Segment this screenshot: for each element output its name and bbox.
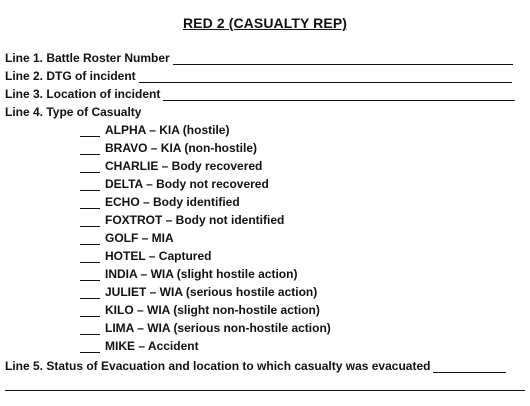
- casualty-option-golf: [80, 230, 174, 245]
- line-1-label: Line 1. Battle Roster Number: [5, 51, 170, 65]
- casualty-option-india: [80, 266, 297, 281]
- casualty-option-label: DELTA – Body not recovered: [105, 177, 269, 191]
- form-title: RED 2 (CASUALTY REP): [182, 15, 348, 31]
- casualty-option-hotel: [80, 248, 211, 263]
- line-5-blank[interactable]: [433, 361, 506, 373]
- casualty-option-charlie: [80, 158, 262, 173]
- casualty-checkbox-blank[interactable]: [80, 197, 100, 209]
- line-3-row: [5, 86, 515, 101]
- line-3-label: Line 3. Location of incident: [5, 87, 161, 101]
- casualty-checkbox-blank[interactable]: [80, 269, 100, 281]
- casualty-option-label: ALPHA – KIA (hostile): [105, 123, 230, 137]
- casualty-checkbox-blank[interactable]: [80, 125, 100, 137]
- line-5-row: [5, 358, 506, 373]
- casualty-option-label: KILO – WIA (slight non-hostile action): [105, 303, 320, 317]
- line-5-continuation-blank[interactable]: [5, 390, 525, 391]
- casualty-option-alpha: [80, 122, 229, 137]
- casualty-option-label: INDIA – WIA (slight hostile action): [105, 267, 298, 281]
- casualty-option-label: LIMA – WIA (serious non-hostile action): [105, 321, 331, 335]
- casualty-checkbox-blank[interactable]: [80, 341, 100, 353]
- line-2-row: [5, 68, 512, 83]
- casualty-option-delta: [80, 176, 269, 191]
- casualty-checkbox-blank[interactable]: [80, 251, 100, 263]
- casualty-option-label: BRAVO – KIA (non-hostile): [105, 141, 257, 155]
- casualty-option-foxtrot: [80, 212, 284, 227]
- casualty-checkbox-blank[interactable]: [80, 179, 100, 191]
- casualty-option-label: MIKE – Accident: [105, 339, 199, 353]
- line-2-blank[interactable]: [139, 71, 512, 83]
- casualty-option-label: CHARLIE – Body recovered: [105, 159, 263, 173]
- casualty-checkbox-blank[interactable]: [80, 161, 100, 173]
- line-3-blank[interactable]: [163, 89, 515, 101]
- casualty-checkbox-blank[interactable]: [80, 215, 100, 227]
- casualty-option-label: ECHO – Body identified: [105, 195, 240, 209]
- casualty-option-label: GOLF – MIA: [105, 231, 174, 245]
- line-1-row: [5, 50, 513, 65]
- casualty-option-echo: [80, 194, 240, 209]
- line-2-label: Line 2. DTG of incident: [5, 69, 136, 83]
- casualty-option-mike: [80, 338, 199, 353]
- casualty-option-label: FOXTROT – Body not identified: [105, 213, 285, 227]
- casualty-option-lima: [80, 320, 331, 335]
- casualty-checkbox-blank[interactable]: [80, 323, 100, 335]
- line-4-label: Line 4. Type of Casualty: [5, 105, 142, 119]
- casualty-option-label: JULIET – WIA (serious hostile action): [105, 285, 318, 299]
- line-1-blank[interactable]: [173, 53, 513, 65]
- casualty-checkbox-blank[interactable]: [80, 305, 100, 317]
- line-5-label: Line 5. Status of Evacuation and location to which casualty was evacuated: [5, 359, 431, 373]
- casualty-option-juliet: [80, 284, 317, 299]
- casualty-checkbox-blank[interactable]: [80, 287, 100, 299]
- casualty-option-bravo: [80, 140, 257, 155]
- casualty-option-kilo: [80, 302, 320, 317]
- casualty-checkbox-blank[interactable]: [80, 143, 100, 155]
- casualty-option-label: HOTEL – Captured: [105, 249, 212, 263]
- casualty-checkbox-blank[interactable]: [80, 233, 100, 245]
